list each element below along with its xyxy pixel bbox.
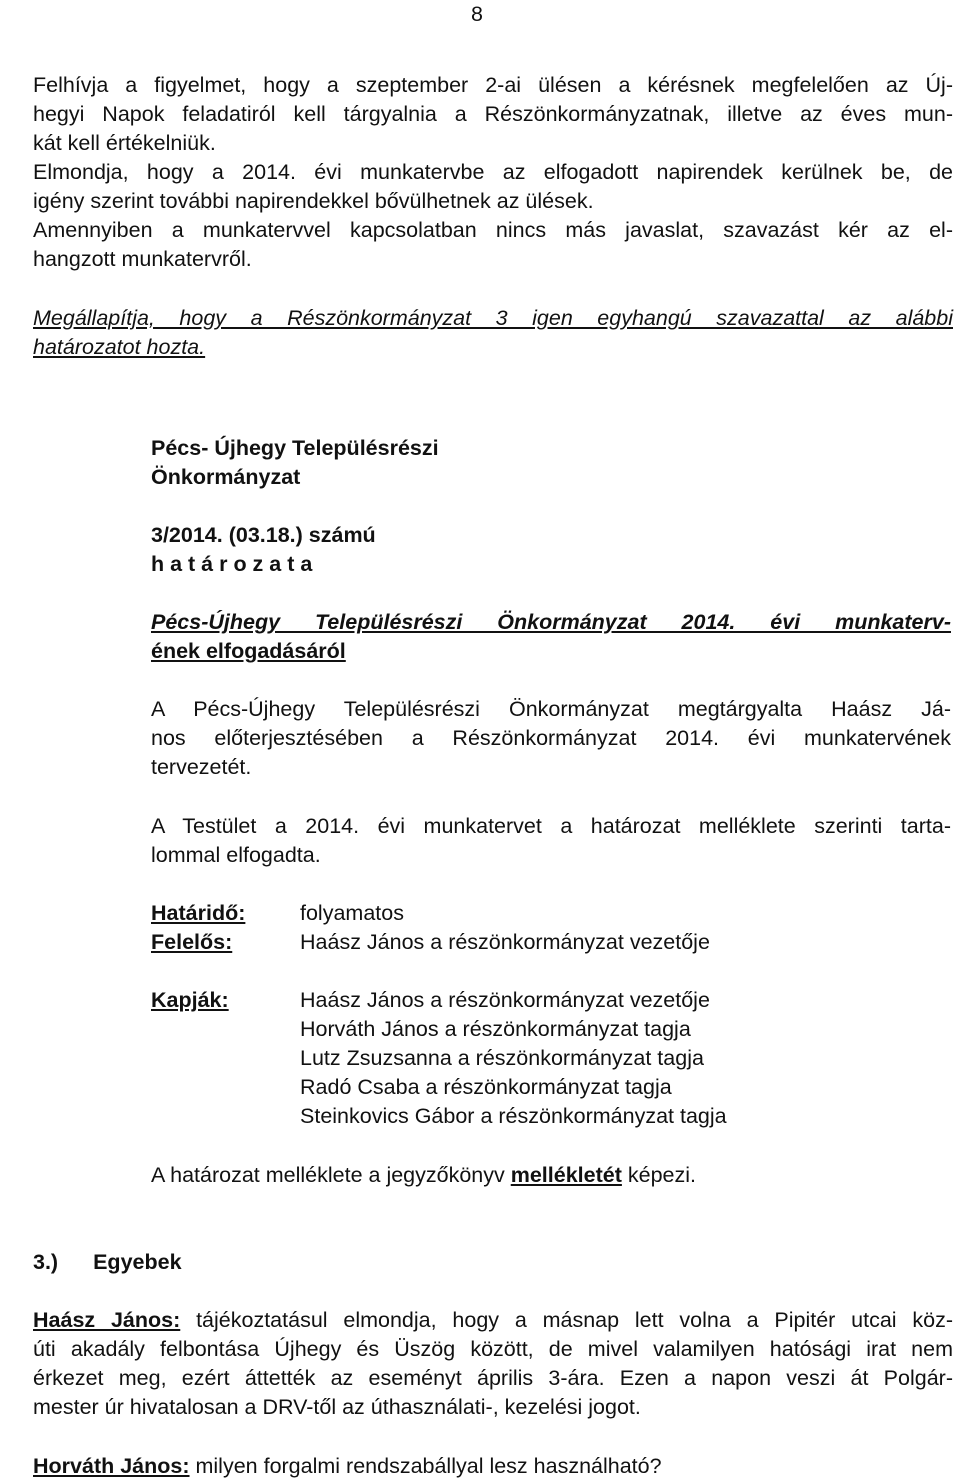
intro-line: Felhívja a figyelmet, hogy a szeptember 2-ai ülésen a kérésnek megfelelően az Új- [33, 73, 953, 97]
responsible-row [151, 928, 710, 957]
resolution-body-line: Önkormányzat [151, 465, 301, 489]
resolution-number-block [151, 521, 951, 579]
horvath-line [33, 1452, 953, 1481]
haasz-line: mester úr hivatalosan a DRV-től az úthasználati-, kezelési jogot. [33, 1395, 641, 1419]
recipient-item: Radó Csaba a részönkormányzat tagja [300, 1075, 672, 1099]
resolution-text-line: lommal elfogadta. [151, 843, 321, 867]
resolution-subject [151, 608, 951, 666]
resolution-text-2 [151, 812, 951, 870]
recipients-list [300, 986, 727, 1131]
intro-line: igény szerint további napirendekkel bővülhetnek az ülések. [33, 189, 594, 213]
resolution-text-line: tervezetét. [151, 755, 252, 779]
section-number: 3.) [33, 1250, 59, 1274]
intro-paragraph [33, 71, 953, 274]
haasz-line: úti akadály felbontása Újhegy és Üszög között, de mivel valamilyen hatósági irat nem [33, 1337, 953, 1361]
horvath-question [33, 1452, 953, 1481]
statement-text: tájékoztatásul elmondja, hogy a másnap lett volna a Pipitér utcai köz- [180, 1308, 953, 1332]
annex-text: A határozat melléklete a jegyzőkönyv [151, 1163, 511, 1187]
deadline-value: folyamatos [300, 901, 404, 925]
annex-text-end: képezi. [621, 1163, 696, 1187]
recipient-item: Steinkovics Gábor a részönkormányzat tagja [300, 1104, 727, 1128]
resolution-subject-line: ének elfogadásáról [151, 639, 346, 663]
page-number: 8 [471, 2, 483, 26]
speaker-name: Horváth János: [33, 1454, 190, 1478]
section-title: Egyebek [93, 1250, 182, 1274]
recipient-item: Horváth János a részönkormányzat tagja [300, 1017, 691, 1041]
finding-line: határozatot hozta. [33, 335, 206, 359]
recipient-item: Haász János a részönkormányzat vezetője [300, 988, 710, 1012]
resolution-text-line: A Pécs-Újhegy Településrészi Önkormányzat megtárgyalta Haász Já- [151, 697, 951, 721]
annex-emphasis: mellékletét [510, 1163, 622, 1187]
responsible-value: Haász János a részönkormányzat vezetője [300, 930, 710, 954]
section-heading [33, 1248, 953, 1277]
haasz-statement [33, 1306, 953, 1422]
recipients-row [151, 986, 300, 1015]
resolution-text-line: nos előterjesztésében a Részönkormányzat 2014. évi munkatervének [151, 726, 951, 750]
vote-finding [33, 304, 953, 362]
resolution-number: 3/2014. (03.18.) számú [151, 523, 376, 547]
resolution-heading: h a t á r o z a t a [151, 552, 313, 576]
intro-line: kát kell értékelniük. [33, 131, 216, 155]
intro-line: hangzott munkatervről. [33, 247, 252, 271]
resolution-text-line: A Testület a 2014. évi munkatervet a határozat melléklete szerinti tarta- [151, 814, 951, 838]
resolution-body [151, 434, 951, 492]
responsible-label: Felelős: [151, 930, 233, 954]
intro-line: hegyi Napok feladatiról kell tárgyalnia a Részönkormányzatnak, illetve az éves mun- [33, 102, 953, 126]
intro-line: Elmondja, hogy a 2014. évi munkatervbe az elfogadott napirendek kerülnek be, de [33, 160, 953, 184]
recipients-label: Kapják: [151, 988, 229, 1012]
question-text: milyen forgalmi rendszabállyal lesz használható? [189, 1454, 662, 1478]
annex-note [151, 1161, 696, 1190]
speaker-name: Haász János: [33, 1308, 181, 1332]
deadline-row [151, 899, 404, 928]
resolution-body-line: Pécs- Újhegy Településrészi [151, 436, 439, 460]
resolution-subject-line: Pécs-Újhegy Településrészi Önkormányzat 2014. évi munkaterv- [151, 610, 951, 634]
haasz-line [33, 1306, 953, 1335]
finding-line: Megállapítja, hogy a Részönkormányzat 3 igen egyhangú szavazattal az alábbi [33, 306, 953, 330]
resolution-text-1 [151, 695, 951, 782]
haasz-line: érkezet meg, ezért áttették az eseményt április 3-ára. Ezen a napon veszi át Polgár- [33, 1366, 953, 1390]
deadline-label: Határidő: [151, 901, 246, 925]
intro-line: Amennyiben a munkatervvel kapcsolatban nincs más javaslat, szavazást kér az el- [33, 218, 953, 242]
recipient-item: Lutz Zsuzsanna a részönkormányzat tagja [300, 1046, 704, 1070]
